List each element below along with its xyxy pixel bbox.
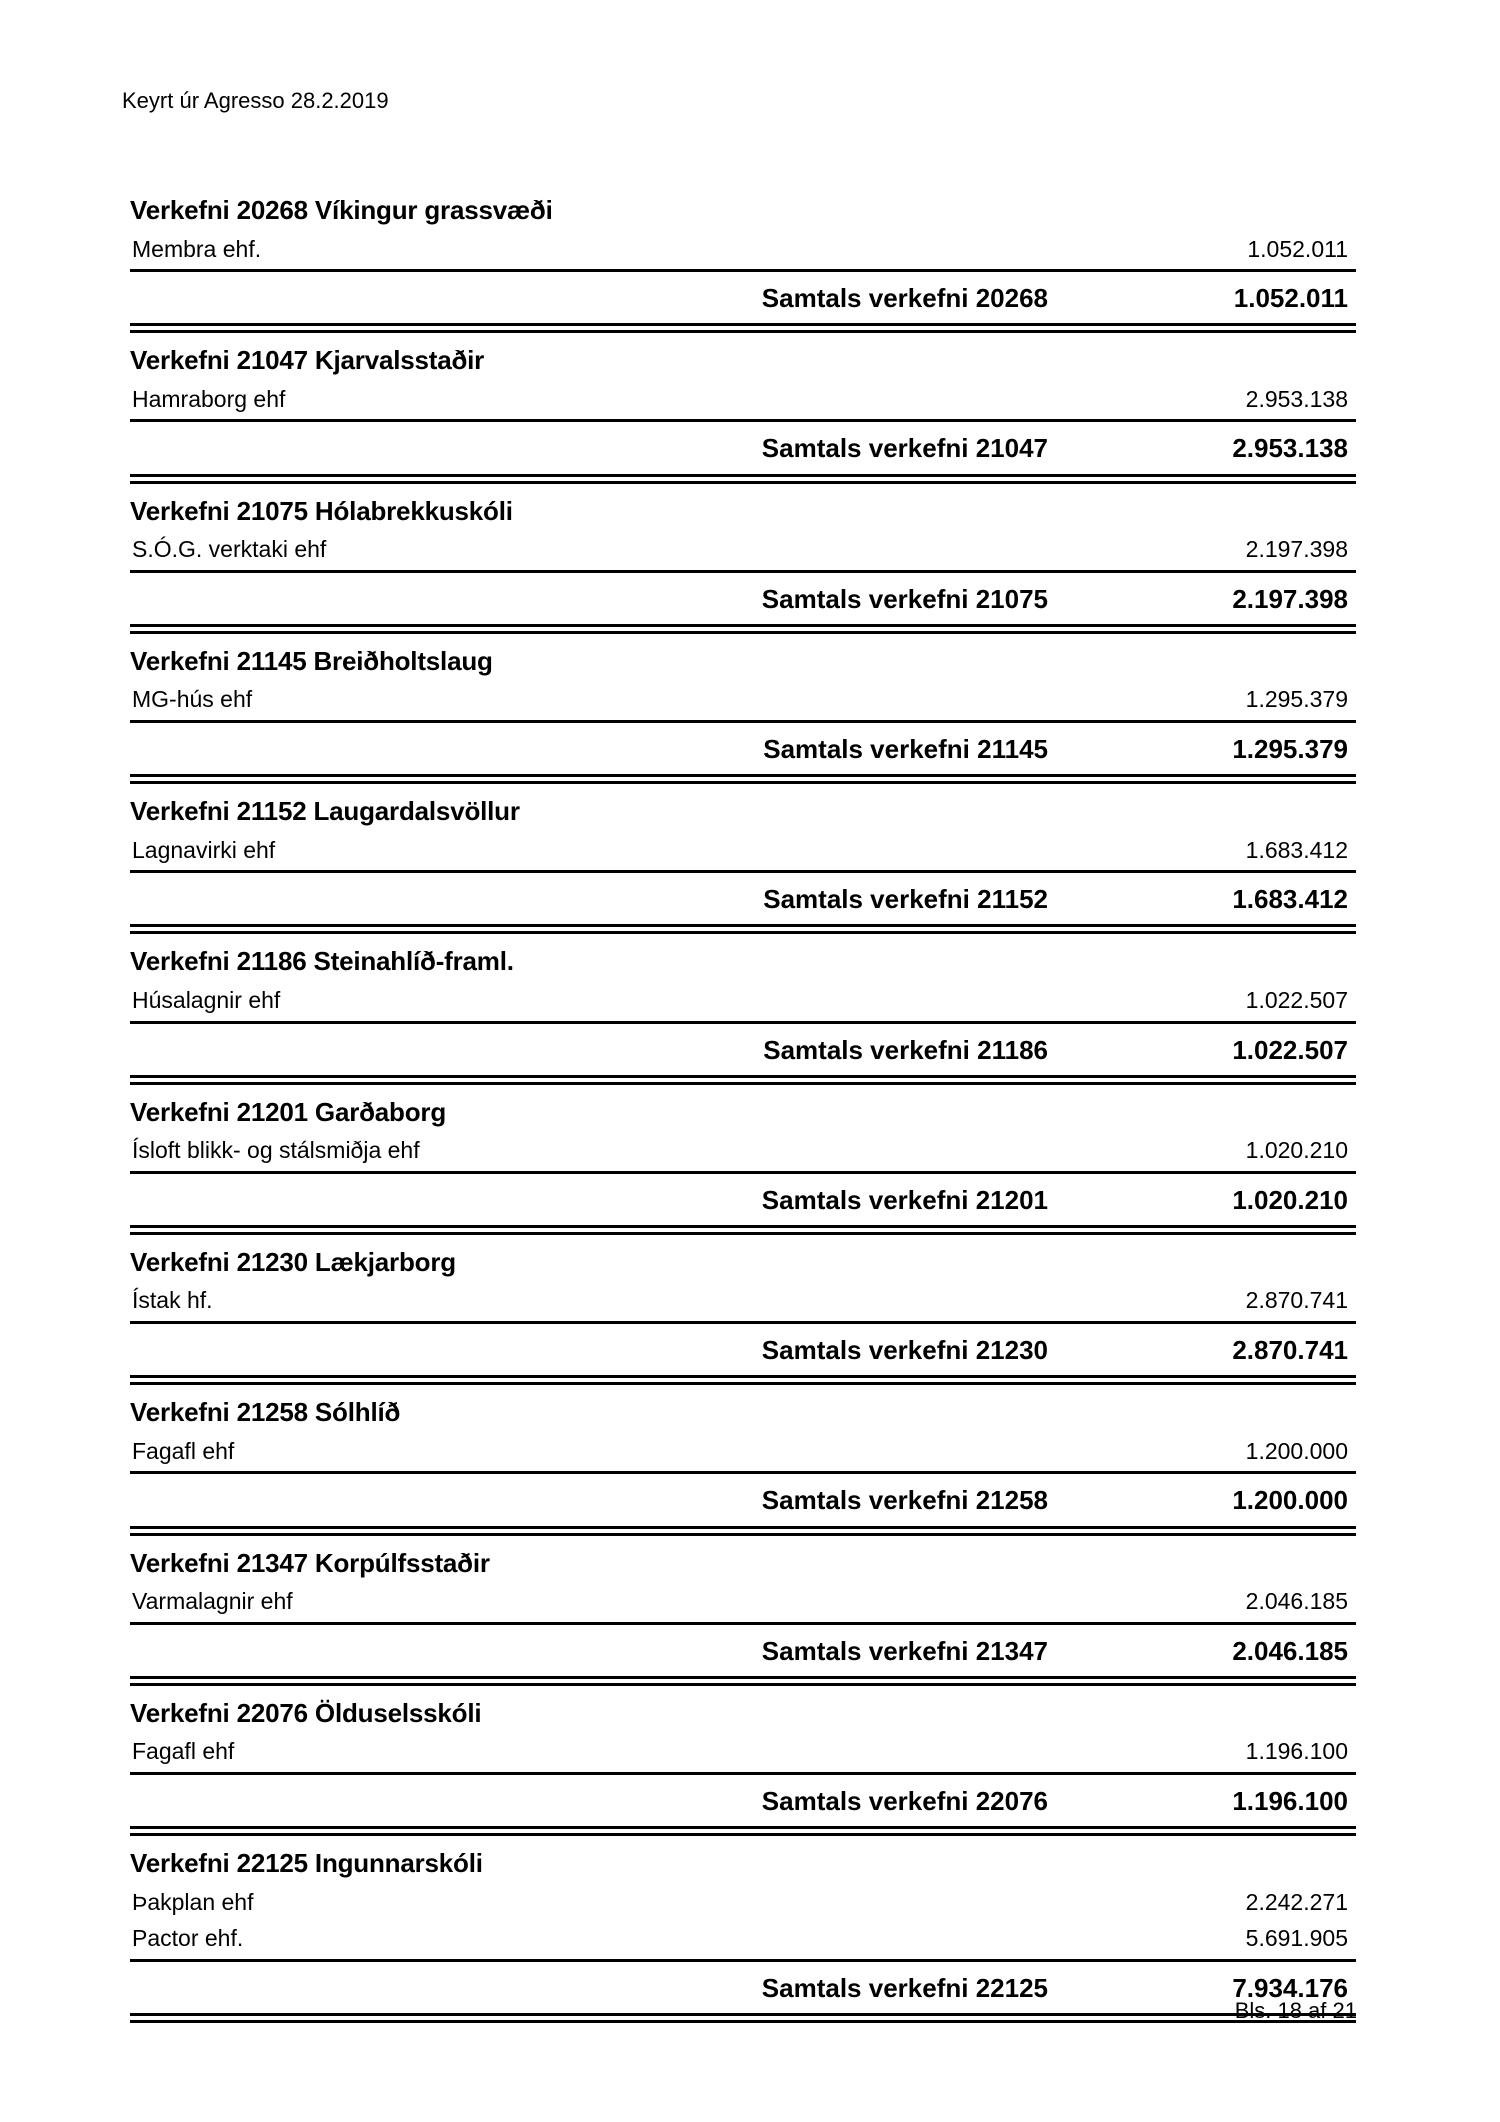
vendor-row bbox=[130, 1435, 1356, 1472]
vendor-row bbox=[130, 1585, 1356, 1622]
vendor-rows bbox=[130, 1435, 1356, 1475]
vendor-amount: 1.295.379 bbox=[1245, 686, 1348, 713]
project-title: Verkefni 22076 Ölduselsskóli bbox=[130, 1697, 482, 1728]
project-section bbox=[130, 1686, 1356, 1836]
vendor-rows bbox=[130, 683, 1356, 723]
project-total-row bbox=[130, 723, 1356, 774]
project-section bbox=[130, 1385, 1356, 1535]
vendor-amount: 2.046.185 bbox=[1245, 1588, 1348, 1615]
vendor-name: Fagafl ehf bbox=[132, 1437, 235, 1464]
project-total-amount: 2.046.185 bbox=[1232, 1635, 1348, 1666]
project-total-row bbox=[130, 422, 1356, 473]
project-title: Verkefni 21075 Hólabrekkuskóli bbox=[130, 495, 513, 526]
vendor-row bbox=[130, 984, 1356, 1021]
project-total-amount: 2.197.398 bbox=[1232, 583, 1348, 614]
vendor-row bbox=[130, 533, 1356, 570]
vendor-rows bbox=[130, 1585, 1356, 1625]
project-title: Verkefni 21145 Breiðholtslaug bbox=[130, 645, 493, 676]
project-total-amount: 2.870.741 bbox=[1232, 1335, 1348, 1366]
project-total-amount: 2.953.138 bbox=[1232, 433, 1348, 464]
vendor-name: Ístak hf. bbox=[132, 1287, 213, 1314]
project-title: Verkefni 21347 Korpúlfsstaðir bbox=[130, 1547, 490, 1578]
project-total-amount: 1.683.412 bbox=[1232, 884, 1348, 915]
section-divider bbox=[130, 1225, 1356, 1235]
vendor-amount: 2.953.138 bbox=[1245, 385, 1348, 412]
section-divider bbox=[130, 2013, 1356, 2023]
project-total-amount: 1.022.507 bbox=[1232, 1034, 1348, 1065]
project-total-row bbox=[130, 573, 1356, 624]
vendor-row bbox=[130, 1134, 1356, 1171]
project-total-row bbox=[130, 873, 1356, 924]
project-title: Verkefni 21258 Sólhlíð bbox=[130, 1397, 401, 1428]
project-section bbox=[130, 634, 1356, 784]
vendor-rows bbox=[130, 1886, 1356, 1962]
vendor-row bbox=[130, 1886, 1356, 1923]
project-total-label: Samtals verkefni 21075 bbox=[761, 583, 1048, 614]
project-title: Verkefni 21230 Lækjarborg bbox=[130, 1246, 456, 1277]
project-title: Verkefni 21201 Garðaborg bbox=[130, 1096, 447, 1127]
vendor-name: Fagafl ehf bbox=[132, 1738, 235, 1765]
section-divider bbox=[130, 624, 1356, 634]
vendor-row bbox=[130, 383, 1356, 420]
vendor-name: Pactor ehf. bbox=[132, 1925, 244, 1952]
section-divider bbox=[130, 323, 1356, 333]
section-divider bbox=[130, 1826, 1356, 1836]
project-total-label: Samtals verkefni 21230 bbox=[761, 1335, 1048, 1366]
project-total-row bbox=[130, 1024, 1356, 1075]
vendor-row bbox=[130, 1284, 1356, 1321]
project-total-row bbox=[130, 1174, 1356, 1225]
vendor-name: Þakplan ehf bbox=[132, 1888, 254, 1915]
project-total-row bbox=[130, 1474, 1356, 1525]
project-total-label: Samtals verkefni 21201 bbox=[761, 1184, 1048, 1215]
project-total-amount: 1.295.379 bbox=[1232, 733, 1348, 764]
report-run-info: Keyrt úr Agresso 28.2.2019 bbox=[122, 88, 389, 113]
project-total-label: Samtals verkefni 21186 bbox=[763, 1034, 1048, 1065]
vendor-amount: 1.683.412 bbox=[1245, 836, 1348, 863]
vendor-rows bbox=[130, 1134, 1356, 1174]
vendor-amount: 1.022.507 bbox=[1245, 986, 1348, 1013]
project-total-label: Samtals verkefni 21152 bbox=[763, 884, 1048, 915]
project-title: Verkefni 21047 Kjarvalsstaðir bbox=[130, 345, 485, 376]
project-section bbox=[130, 934, 1356, 1084]
project-total-label: Samtals verkefni 21145 bbox=[763, 733, 1048, 764]
vendor-row bbox=[130, 683, 1356, 720]
project-total-label: Samtals verkefni 20268 bbox=[761, 283, 1048, 314]
vendor-name: Ísloft blikk- og stálsmiðja ehf bbox=[132, 1137, 420, 1164]
section-divider bbox=[130, 1676, 1356, 1686]
project-total-row bbox=[130, 272, 1356, 323]
vendor-rows bbox=[130, 834, 1356, 874]
vendor-amount: 2.870.741 bbox=[1245, 1287, 1348, 1314]
project-title: Verkefni 21186 Steinahlíð-framl. bbox=[130, 946, 514, 977]
project-total-row bbox=[130, 1625, 1356, 1676]
project-title: Verkefni 21152 Laugardalsvöllur bbox=[130, 796, 520, 827]
project-section bbox=[130, 784, 1356, 934]
vendor-name: Hamraborg ehf bbox=[132, 385, 286, 412]
section-divider bbox=[130, 924, 1356, 934]
project-section bbox=[130, 1085, 1356, 1235]
project-total-label: Samtals verkefni 22125 bbox=[761, 1972, 1048, 2003]
vendor-amount: 2.197.398 bbox=[1245, 536, 1348, 563]
vendor-row bbox=[130, 233, 1356, 270]
vendor-amount: 5.691.905 bbox=[1245, 1925, 1348, 1952]
vendor-name: MG-hús ehf bbox=[132, 686, 253, 713]
project-total-amount: 1.052.011 bbox=[1233, 283, 1348, 314]
project-total-amount: 7.934.176 bbox=[1232, 1972, 1348, 2003]
page-number: Bls. 18 af 21 bbox=[1234, 1998, 1357, 2023]
project-title: Verkefni 22125 Ingunnarskóli bbox=[130, 1848, 483, 1879]
section-divider bbox=[130, 474, 1356, 484]
vendor-rows bbox=[130, 1735, 1356, 1775]
vendor-row bbox=[130, 1922, 1356, 1959]
project-total-row bbox=[130, 1324, 1356, 1375]
section-divider bbox=[130, 774, 1356, 784]
vendor-name: Lagnavirki ehf bbox=[132, 836, 276, 863]
project-total-label: Samtals verkefni 21047 bbox=[761, 433, 1048, 464]
project-total-label: Samtals verkefni 22076 bbox=[761, 1785, 1048, 1816]
section-divider bbox=[130, 1375, 1356, 1385]
vendor-amount: 1.020.210 bbox=[1245, 1137, 1348, 1164]
section-divider bbox=[130, 1075, 1356, 1085]
vendor-row bbox=[130, 834, 1356, 871]
vendor-rows bbox=[130, 1284, 1356, 1324]
project-section bbox=[130, 333, 1356, 483]
vendor-amount: 1.196.100 bbox=[1245, 1738, 1348, 1765]
project-total-row bbox=[130, 1962, 1356, 2013]
project-total-amount: 1.196.100 bbox=[1232, 1785, 1348, 1816]
vendor-rows bbox=[130, 383, 1356, 423]
project-total-label: Samtals verkefni 21258 bbox=[761, 1485, 1048, 1516]
project-total-row bbox=[130, 1775, 1356, 1826]
project-total-amount: 1.200.000 bbox=[1232, 1485, 1348, 1516]
vendor-rows bbox=[130, 233, 1356, 273]
project-section bbox=[130, 183, 1356, 333]
project-section bbox=[130, 484, 1356, 634]
project-section bbox=[130, 1235, 1356, 1385]
project-total-amount: 1.020.210 bbox=[1232, 1184, 1348, 1215]
vendor-amount: 1.200.000 bbox=[1245, 1437, 1348, 1464]
project-section bbox=[130, 1536, 1356, 1686]
vendor-rows bbox=[130, 533, 1356, 573]
project-title: Verkefni 20268 Víkingur grassvæði bbox=[130, 195, 553, 225]
vendor-amount: 1.052.011 bbox=[1247, 235, 1348, 262]
vendor-name: Varmalagnir ehf bbox=[132, 1588, 293, 1615]
vendor-amount: 2.242.271 bbox=[1245, 1888, 1348, 1915]
vendor-name: S.Ó.G. verktaki ehf bbox=[132, 536, 327, 563]
vendor-name: Membra ehf. bbox=[132, 235, 262, 262]
vendor-rows bbox=[130, 984, 1356, 1024]
vendor-row bbox=[130, 1735, 1356, 1772]
project-section bbox=[130, 1836, 1356, 2023]
sections-container bbox=[130, 183, 1356, 2023]
section-divider bbox=[130, 1526, 1356, 1536]
project-total-label: Samtals verkefni 21347 bbox=[761, 1635, 1048, 1666]
vendor-name: Húsalagnir ehf bbox=[132, 986, 281, 1013]
